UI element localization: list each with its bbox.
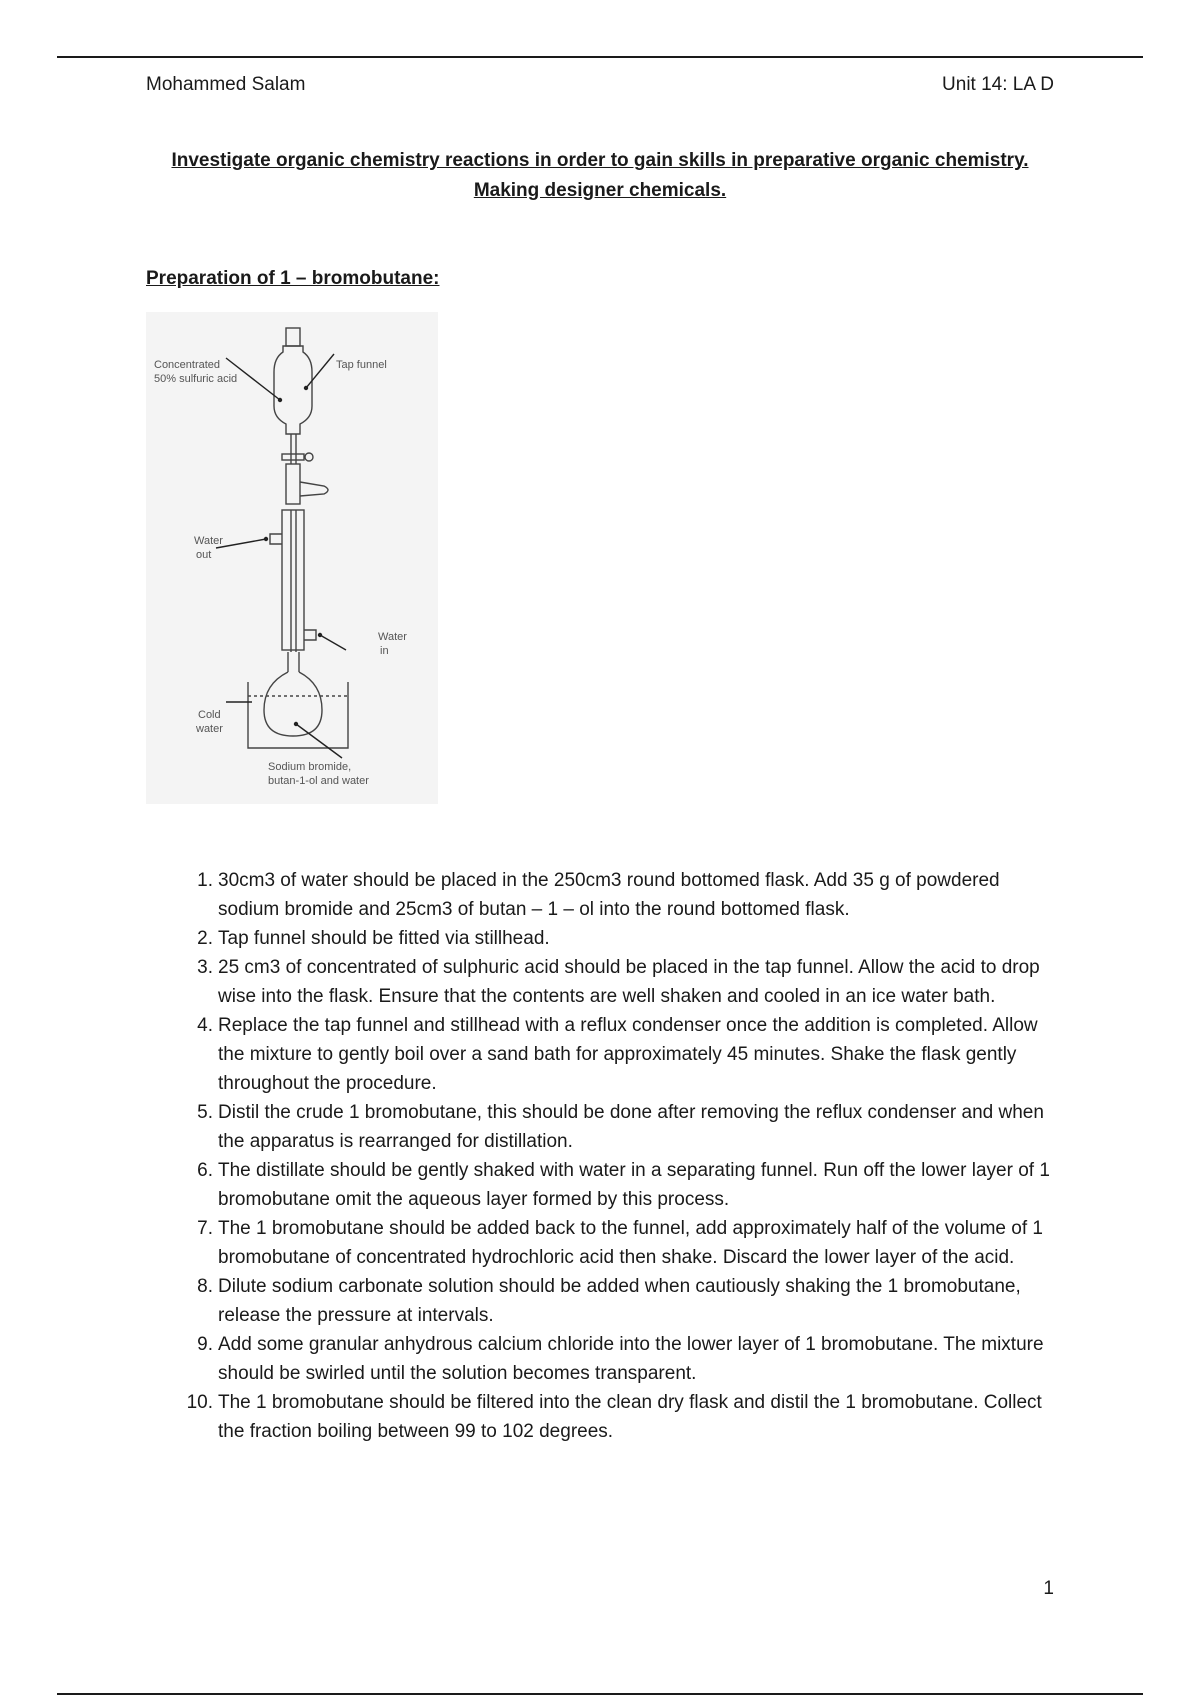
label-water-out-2: out: [196, 549, 212, 561]
step-text: Add some granular anhydrous calcium chloride into the lower layer of 1 bromobutane. The mixture should be swirled until the solution becomes transparent.: [218, 1334, 1044, 1384]
label-flask-contents-1: Sodium bromide,: [268, 761, 352, 773]
label-water-in-1: Water: [378, 631, 407, 643]
step-number: 5.: [197, 1102, 213, 1123]
step-text: 25 cm3 of concentrated of sulphuric acid should be placed in the tap funnel. Allow the acid to drop wise into the flask. Ensure that the contents are well shaken and cooled in an ice water bath.: [218, 957, 1040, 1007]
step-text: The distillate should be gently shaked with water in a separating funnel. Run off the lower layer of 1 bromobutane omit the aqueous layer formed by this process.: [218, 1160, 1050, 1210]
step-text: Dilute sodium carbonate solution should be added when cautiously shaking the 1 bromobutane, release the pressure at intervals.: [218, 1276, 1021, 1326]
step-item: [173, 1272, 1053, 1330]
step-text: Replace the tap funnel and stillhead with a reflux condenser once the addition is completed. Allow the mixture to gently boil over a sand bath for approximately 45 minutes. Shake the flask gently throughout the procedure.: [218, 1015, 1038, 1094]
unit-label: Unit 14: LA D: [942, 74, 1054, 95]
step-item: [173, 866, 1053, 924]
step-number: 9.: [197, 1334, 213, 1355]
document-title: [146, 146, 1054, 206]
funnel-stopper-shape: [286, 328, 300, 346]
step-number: 10.: [186, 1392, 213, 1413]
round-flask-shape: [264, 672, 322, 736]
step-item: [173, 924, 1053, 953]
title-line-1: Investigate organic chemistry reactions in order to gain skills in preparative organic chemistry.: [171, 150, 1029, 171]
step-item: [173, 1388, 1053, 1446]
condenser-shape: [282, 510, 304, 650]
label-tap-funnel: Tap funnel: [336, 359, 387, 371]
label-flask-contents-2: butan-1-ol and water: [268, 775, 369, 787]
step-number: 4.: [197, 1015, 213, 1036]
step-item: [173, 1156, 1053, 1214]
step-text: 30cm3 of water should be placed in the 250cm3 round bottomed flask. Add 35 g of powdered sodium bromide and 25cm3 of butan – 1 – ol into the round bottomed flask.: [218, 870, 1000, 920]
step-text: The 1 bromobutane should be filtered into the clean dry flask and distil the 1 bromobutane. Collect the fraction boiling between 99 to 102 degrees.: [218, 1392, 1042, 1442]
label-water-in-2: in: [380, 645, 389, 657]
label-cold-water-1: Cold: [198, 709, 221, 721]
step-item: [173, 1214, 1053, 1272]
title-line-2: Making designer chemicals.: [473, 180, 727, 201]
section-heading: Preparation of 1 – bromobutane:: [146, 268, 440, 289]
step-text: Tap funnel should be fitted via stillhead.: [218, 928, 550, 949]
header-rule: [57, 56, 1143, 58]
water-bath-shape: [248, 682, 348, 748]
step-item: [173, 1330, 1053, 1388]
step-item: [173, 1011, 1053, 1098]
footer-rule: [57, 1693, 1143, 1695]
label-cold-water-2: water: [196, 723, 223, 735]
label-water-out-1: Water: [194, 535, 223, 547]
page-number: 1: [1043, 1578, 1054, 1599]
step-number: 7.: [197, 1218, 213, 1239]
step-number: 6.: [197, 1160, 213, 1181]
step-number: 8.: [197, 1276, 213, 1297]
step-number: 3.: [197, 957, 213, 978]
procedure-steps: [173, 866, 1053, 1446]
step-item: [173, 1098, 1053, 1156]
step-number: 1.: [197, 870, 213, 891]
label-acid-2: 50% sulfuric acid: [154, 373, 238, 385]
author-name: Mohammed Salam: [146, 74, 306, 95]
step-text: Distil the crude 1 bromobutane, this should be done after removing the reflux condenser and when the apparatus is rearranged for distillation.: [218, 1102, 1044, 1152]
step-number: 2.: [197, 928, 213, 949]
step-item: [173, 953, 1053, 1011]
label-acid-1: Concentrated: [154, 359, 221, 371]
step-text: The 1 bromobutane should be added back to the funnel, add approximately half of the volume of 1 bromobutane of concentrated hydrochloric acid then shake. Discard the lower layer of the acid.: [218, 1218, 1043, 1268]
apparatus-diagram: [146, 312, 438, 804]
